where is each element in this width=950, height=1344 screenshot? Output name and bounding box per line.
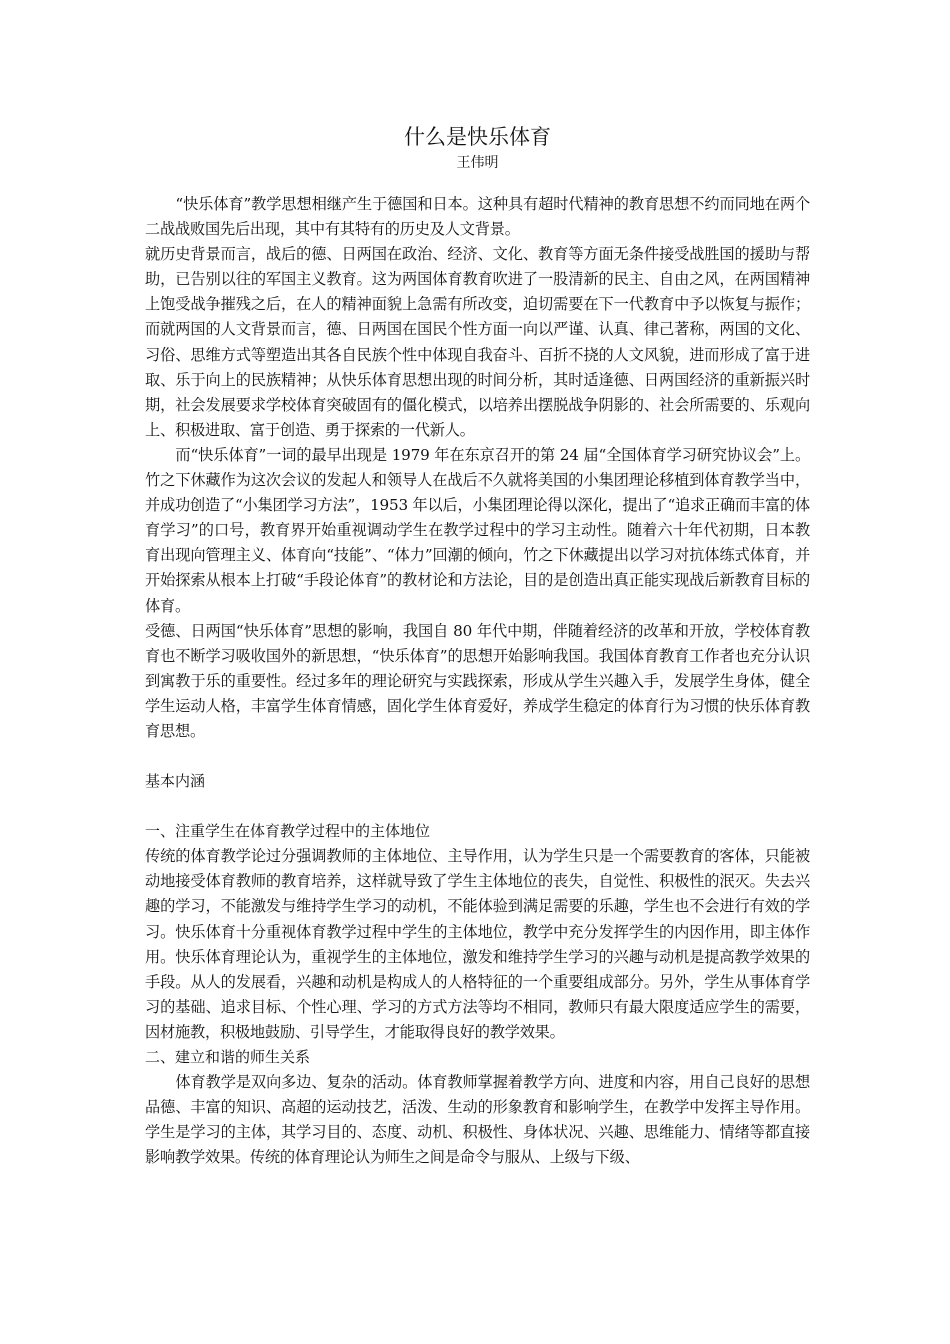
document-page [145,122,810,1170]
document-author: 王伟明 [456,155,499,171]
point-2-text: 体育教学是双向多边、复杂的活动。体育教师掌握着教学方向、进度和内容，用自己良好的思想品德、丰富的知识、高超的运动技艺，活泼、生动的形象教育和影响学生，在教学中发挥主导作用。学生是学习的主体，其学习目的、态度、动机、积极性、身体状况、兴趣、思维能力、情绪等都直接影响教学效果。传统的体育理论认为师生之间是命令与服从、上级与下级、 [145,1073,810,1167]
paragraph-historical-background: 就历史背景而言，战后的德、日两国在政治、经济、文化、教育等方面无条件接受战胜国的援助与帮助，已告别以往的军国主义教育。这为两国体育教育吹进了一股清新的民主、自由之风，在两国精神上饱受战争摧残之后，在人的精神面貌上急需有所改变，迫切需要在下一代教育中予以恢复与振作；而就两国的人文背景而言，德、日两国在国民个性方面一向以严谨、认真、律己著称，两国的文化、习俗、思维方式等塑造出其各自民族个性中体现自我奋斗、百折不挠的人文风貌，进而形成了富于进取、乐于向上的民族精神；从快乐体育思想出现的时间分析，其时适逢德、日两国经济的重新振兴时期，社会发展要求学校体育突破固有的僵化模式，以培养出摆脱战争阴影的、社会所需要的、乐观向上、积极进取、富于创造、勇于探索的一代新人。 [145,245,810,439]
paragraph-china-influence: 受德、日两国“快乐体育”思想的影响，我国自 80 年代中期，伴随着经济的改革和开放，学校体育教育也不断学习吸收国外的新思想，“快乐体育”的思想开始影响我国。我国体育教育工作者也充分认识到寓教于乐的重要性。经过多年的理论研究与实践探索，形成从学生兴趣入手，发展学生身体，健全学生运动人格，丰富学生体育情感，固化学生体育爱好，养成学生稳定的体育行为习惯的快乐体育教育思想。 [145,621,810,740]
section-heading: 基本内涵 [145,772,206,791]
spacer [145,794,810,819]
paragraph-origin-japan: 而“快乐体育”一词的最早出现是 1979 年在东京召开的第 24 届“全国体育学习研究协议会”上。竹之下休藏作为这次会议的发起人和领导人在战后不久就将美国的小集团理论移植到体育教学当中，并成功创造了“小集团学习方法”，1953 年以后，小集团理论得以深化，提出了“追求正确而丰富的体育学习”的口号，教育界开始重视调动学生在教学过程中的学习主动性。随着六十年代初期，日本教育出现向管理主义、体育向“技能”、“体力”回潮的倾向，竹之下休藏提出以学习对抗体练式体育，并开始探索从根本上打破“手段论体育”的教材论和方法论，目的是创造出真正能实现战后新教育目标的体育。 [145,445,810,615]
paragraph-intro: “快乐体育”教学思想相继产生于德国和日本。这种具有超时代精神的教育思想不约而同地在两个二战战败国先后出现，其中有其特有的历史及人文背景。 [145,195,810,239]
point-2-heading: 二、建立和谐的师生关系 [145,1048,311,1066]
point-1-heading: 一、注重学生在体育教学过程中的主体地位 [145,822,431,841]
point-1-text: 传统的体育教学论过分强调教师的主体地位、主导作用，认为学生只是一个需要教育的客体，只能被动地接受体育教师的教育培养，这样就导致了学生主体地位的丧失，自觉性、积极性的泯灭。失去兴趣的学习，不能激发与维持学生学习的动机，不能体验到满足需要的乐趣，学生也不会进行有效的学习。快乐体育十分重视体育教学过程中学生的主体地位，教学中充分发挥学生的内因作用，即主体作用。快乐体育理论认为，重视学生的主体地位，激发和维持学生学习的兴趣与动机是提高教学效果的手段。从人的发展看，兴趣和动机是构成人的人格特征的一个重要组成部分。另外，学生从事体育学习的基础、追求目标、个性心理、学习的方式方法等均不相同，教师只有最大限度适应学生的需要，因材施教，积极地鼓励、引导学生，才能取得良好的教学效果。 [145,847,810,1041]
spacer [145,744,810,769]
document-title: 什么是快乐体育 [404,125,551,149]
